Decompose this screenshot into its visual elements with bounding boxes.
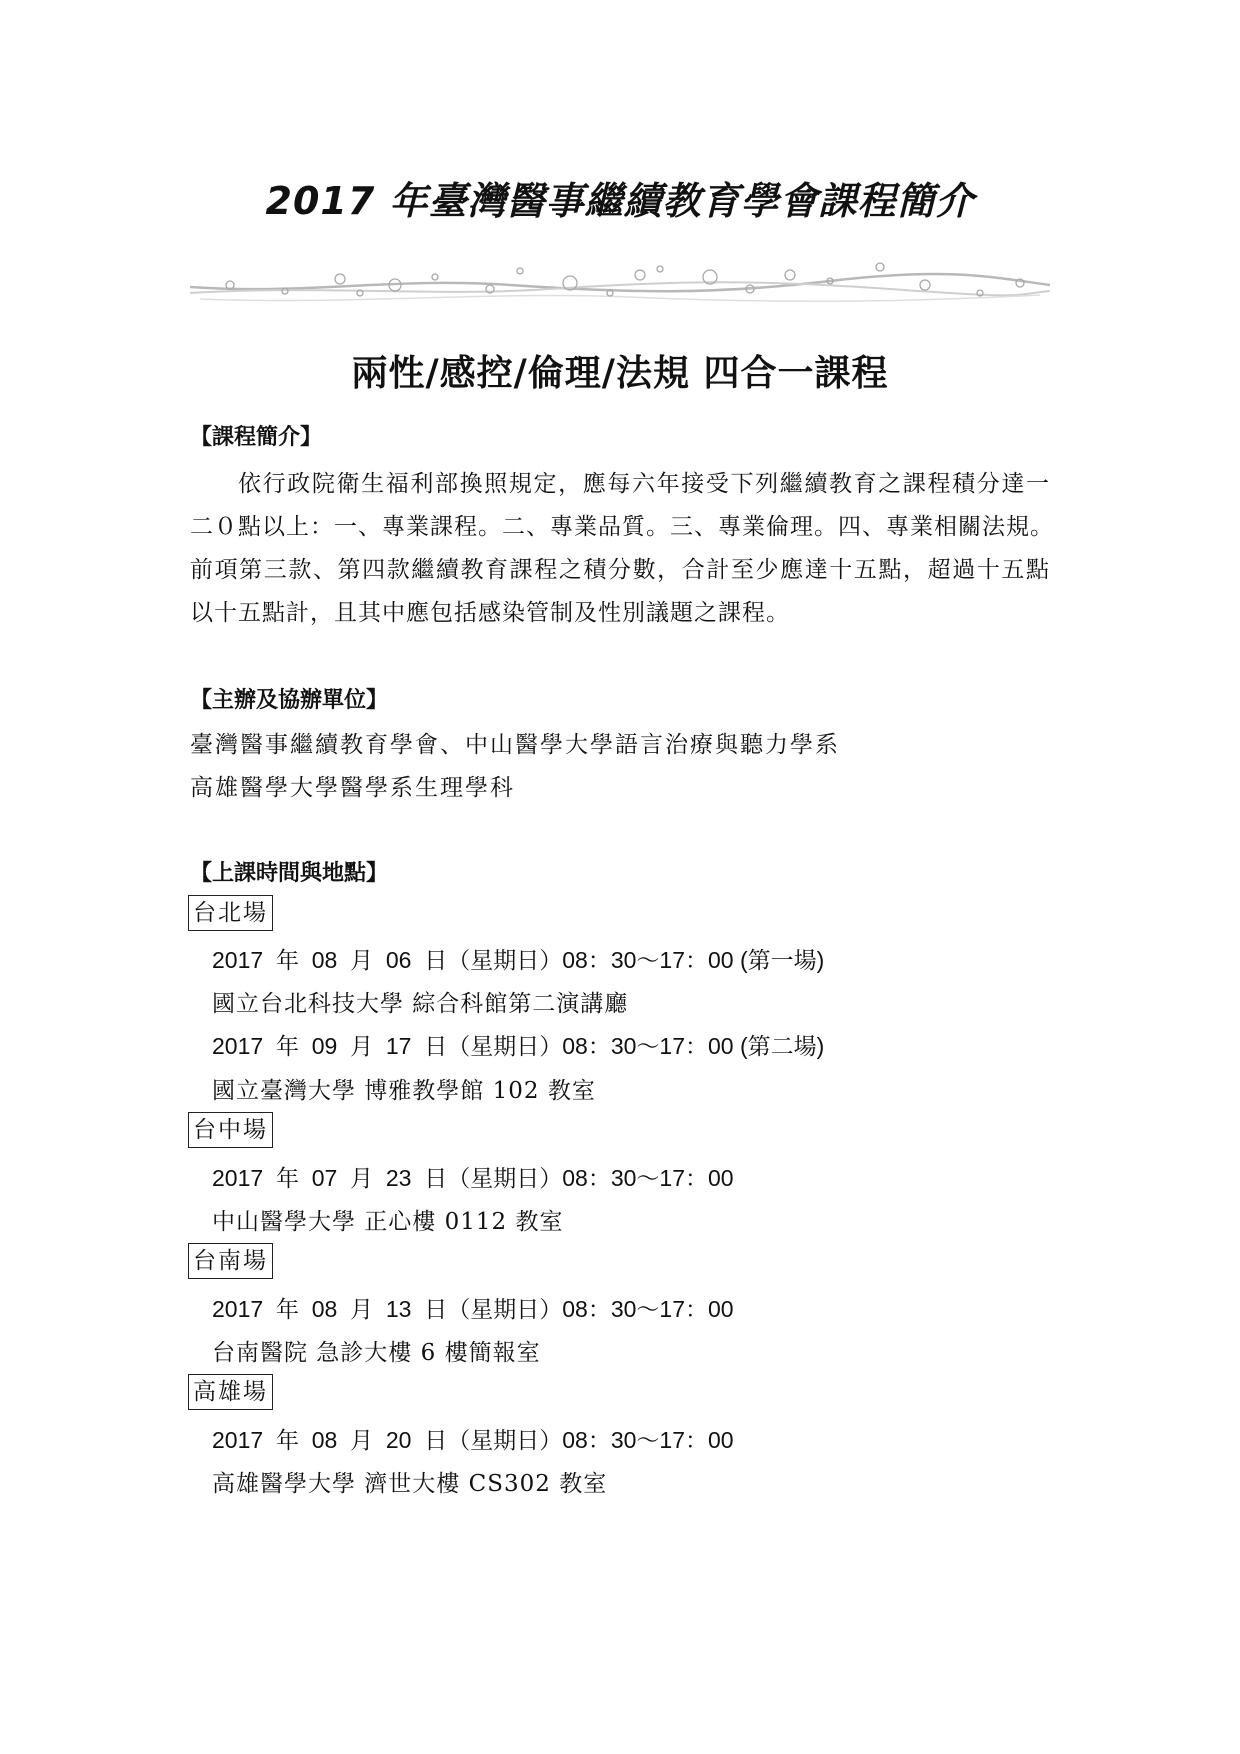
bubble-divider-decoration [190, 255, 1050, 315]
session-time: 2017 年 09 月 17 日（星期日）08：30～17：00 (第二場) [212, 1033, 825, 1059]
session-place: 中山醫學大學 正心樓 0112 教室 [212, 1209, 564, 1235]
session-place: 台南醫院 急診大樓 6 樓簡報室 [212, 1340, 541, 1366]
course-title: 兩性/感控/倫理/法規 四合一課程 [351, 352, 889, 394]
session-place: 國立台北科技大學 綜合科館第二演講廳 [212, 991, 629, 1017]
venue-label-tainan: 台南場 [188, 1243, 273, 1279]
session-time: 2017 年 08 月 20 日（星期日）08：30～17：00 [212, 1427, 734, 1453]
venue-label-kaohsiung: 高雄場 [188, 1374, 273, 1410]
venue-label-taipei: 台北場 [188, 895, 273, 931]
session-time: 2017 年 07 月 23 日（星期日）08：30～17：00 [212, 1165, 734, 1191]
organizer-line: 臺灣醫事繼續教育學會、中山醫學大學語言治療與聽力學系 [190, 732, 840, 758]
session-time: 2017 年 08 月 13 日（星期日）08：30～17：00 [212, 1296, 734, 1322]
venue-label-taichung: 台中場 [188, 1112, 273, 1148]
intro-line: 以十五點計，且其中應包括感染管制及性別議題之課程。 [190, 600, 790, 626]
organizers-heading: 【主辦及協辦單位】 [190, 687, 389, 713]
session-time: 2017 年 08 月 06 日（星期日）08：30～17：00 (第一場) [212, 947, 825, 973]
organizer-line: 高雄醫學大學醫學系生理學科 [190, 775, 515, 801]
intro-line: 前項第三款、第四款繼續教育課程之積分數，合計至少應達十五點，超過十五點 [190, 557, 1050, 583]
intro-heading: 【課程簡介】 [190, 424, 323, 450]
document-title: 2017 年臺灣醫事繼續教育學會課程簡介 [265, 179, 975, 223]
session-place: 高雄醫學大學 濟世大樓 CS302 教室 [212, 1471, 608, 1497]
intro-line: 二０點以上：一、專業課程。二、專業品質。三、專業倫理。四、專業相關法規。 [190, 514, 1054, 540]
session-place: 國立臺灣大學 博雅教學館 102 教室 [212, 1078, 596, 1104]
schedule-heading: 【上課時間與地點】 [190, 860, 389, 886]
intro-line: 依行政院衛生福利部換照規定，應每六年接受下列繼續教育之課程積分達一 [238, 471, 1050, 497]
